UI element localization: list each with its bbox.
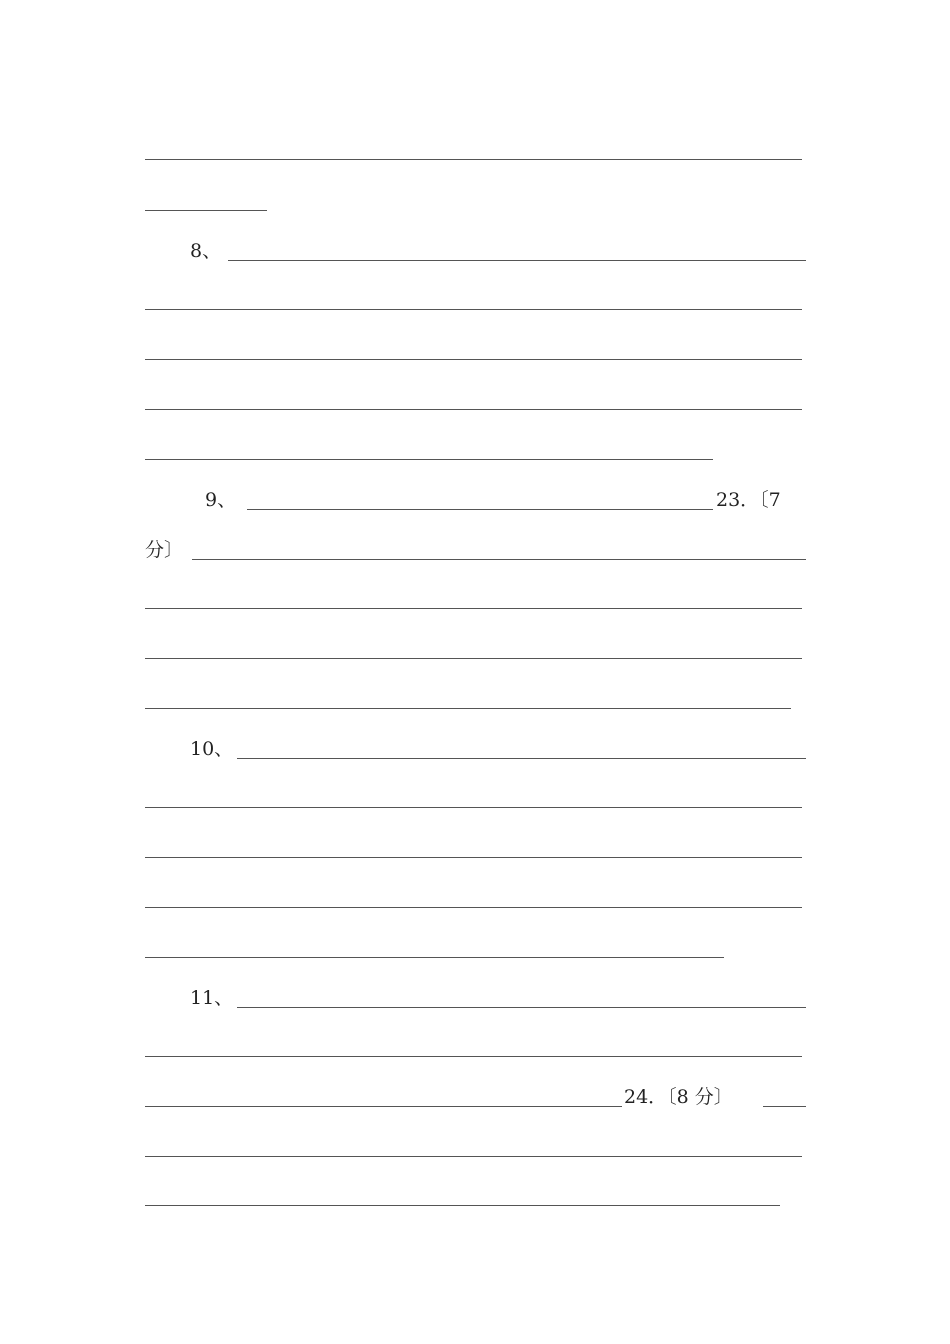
answer-line (145, 807, 802, 808)
answer-line (145, 210, 267, 211)
answer-line (145, 1156, 802, 1157)
answer-line (145, 608, 802, 609)
answer-line (763, 1106, 806, 1107)
answer-line (228, 260, 806, 261)
question-23-points-tail: 分〕 (145, 539, 184, 561)
answer-line (145, 309, 802, 310)
answer-line (145, 857, 802, 858)
question-number-9: 9、 (205, 489, 237, 511)
answer-line (145, 957, 724, 958)
answer-line (145, 658, 802, 659)
question-number-8: 8、 (190, 240, 222, 262)
answer-line (237, 1007, 806, 1008)
answer-line (145, 1056, 802, 1057)
answer-line (145, 159, 802, 160)
question-24-points: 24．〔8 分〕 (624, 1086, 733, 1108)
answer-line (145, 708, 791, 709)
answer-line (145, 1106, 622, 1107)
answer-line (145, 907, 802, 908)
question-number-11: 11、 (190, 987, 234, 1009)
answer-line (247, 509, 713, 510)
answer-line (145, 359, 802, 360)
answer-line (237, 758, 806, 759)
question-23-points: 23．〔7 (716, 489, 781, 511)
answer-line (192, 559, 806, 560)
answer-line (145, 1205, 780, 1206)
question-number-10: 10、 (190, 738, 234, 760)
answer-line (145, 459, 713, 460)
answer-line (145, 409, 802, 410)
